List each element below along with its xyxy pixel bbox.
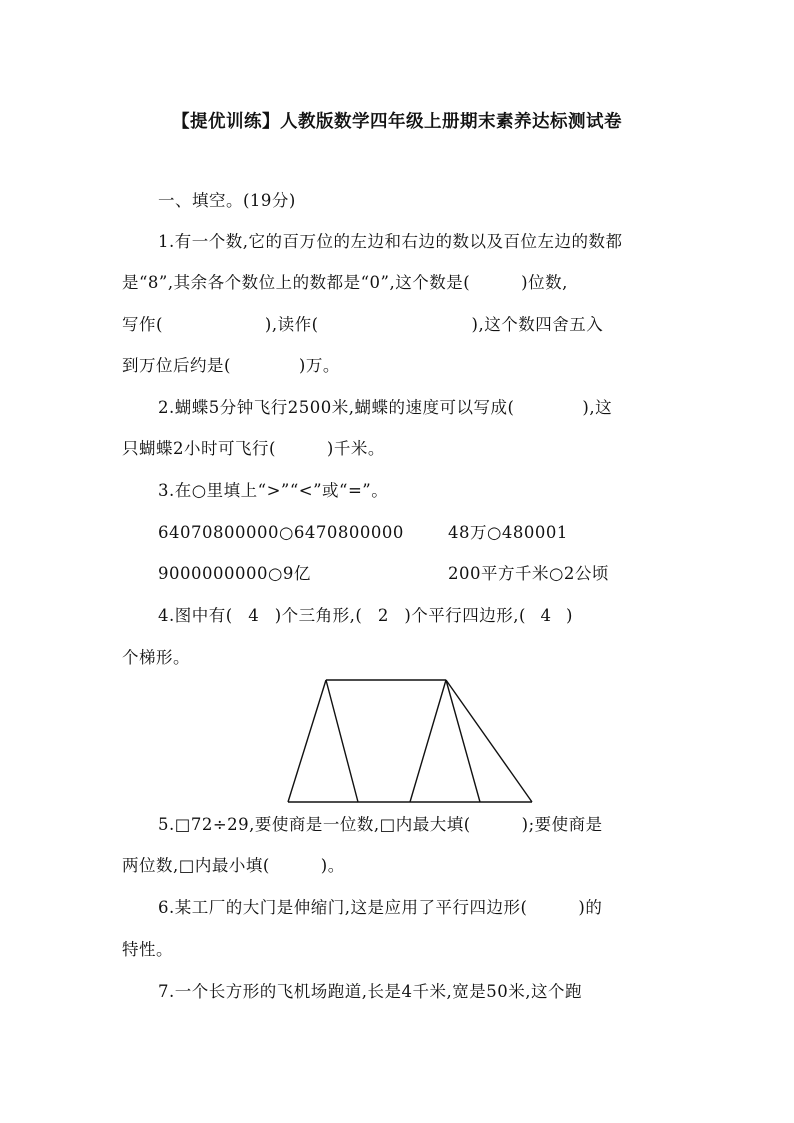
q3-compare-c: 9000000000○9亿 bbox=[158, 564, 311, 583]
figure-inner-line-1 bbox=[326, 680, 358, 802]
q3-compare-a: 64070800000○6470800000 bbox=[158, 523, 404, 542]
section-heading: 一、填空。(19分) bbox=[158, 191, 296, 210]
q2-line1: 2.蝴蝶5分钟飞行2500米,蝴蝶的速度可以写成( ),这 bbox=[158, 398, 613, 417]
q3-line1: 3.在○里填上“>”“<”或“=”。 bbox=[158, 481, 389, 500]
q4-text-part4: ) bbox=[565, 606, 573, 625]
q3-compare-b: 48万○480001 bbox=[448, 523, 568, 542]
q4-text-part2: )个三角形,( bbox=[274, 606, 363, 625]
page-title: 【提优训练】人教版数学四年级上册期末素养达标测试卷 bbox=[172, 112, 622, 132]
q3-compare-d: 200平方千米○2公顷 bbox=[448, 564, 609, 583]
q6-line2: 特性。 bbox=[122, 940, 173, 959]
q7-line1: 7.一个长方形的飞机场跑道,长是4千米,宽是50米,这个跑 bbox=[158, 982, 582, 1001]
q1-line4: 到万位后约是( )万。 bbox=[122, 356, 340, 375]
q4-answer-triangles: 4 bbox=[248, 606, 260, 625]
q6-line1: 6.某工厂的大门是伸缩门,这是应用了平行四边形( )的 bbox=[158, 898, 603, 917]
q1-line1: 1.有一个数,它的百万位的左边和右边的数以及百位左边的数都 bbox=[158, 232, 623, 251]
figure-inner-line-2 bbox=[410, 680, 446, 802]
q4-answer-parallelograms: 2 bbox=[377, 606, 389, 625]
q4-answer-trapezoids: 4 bbox=[540, 606, 552, 625]
q1-line3: 写作( ),读作( ),这个数四舍五入 bbox=[122, 315, 604, 334]
q5-line1: 5.□72÷29,要使商是一位数,□内最大填( );要使商是 bbox=[158, 815, 603, 834]
q4-line1 bbox=[158, 608, 573, 625]
q4-text-part3: )个平行四边形,( bbox=[404, 606, 526, 625]
q2-line2: 只蝴蝶2小时可飞行( )千米。 bbox=[122, 439, 385, 458]
q4-line2: 个梯形。 bbox=[122, 648, 190, 667]
q4-text-part1: 4.图中有( bbox=[158, 606, 233, 625]
figure-left-edge bbox=[288, 680, 326, 802]
figure-inner-line-3 bbox=[446, 680, 480, 802]
q5-line2: 两位数,□内最小填( )。 bbox=[122, 856, 345, 875]
q1-line2: 是“8”,其余各个数位上的数都是“0”,这个数是( )位数, bbox=[122, 273, 568, 292]
figure-right-edge bbox=[446, 680, 532, 802]
geometry-figure bbox=[286, 678, 536, 804]
